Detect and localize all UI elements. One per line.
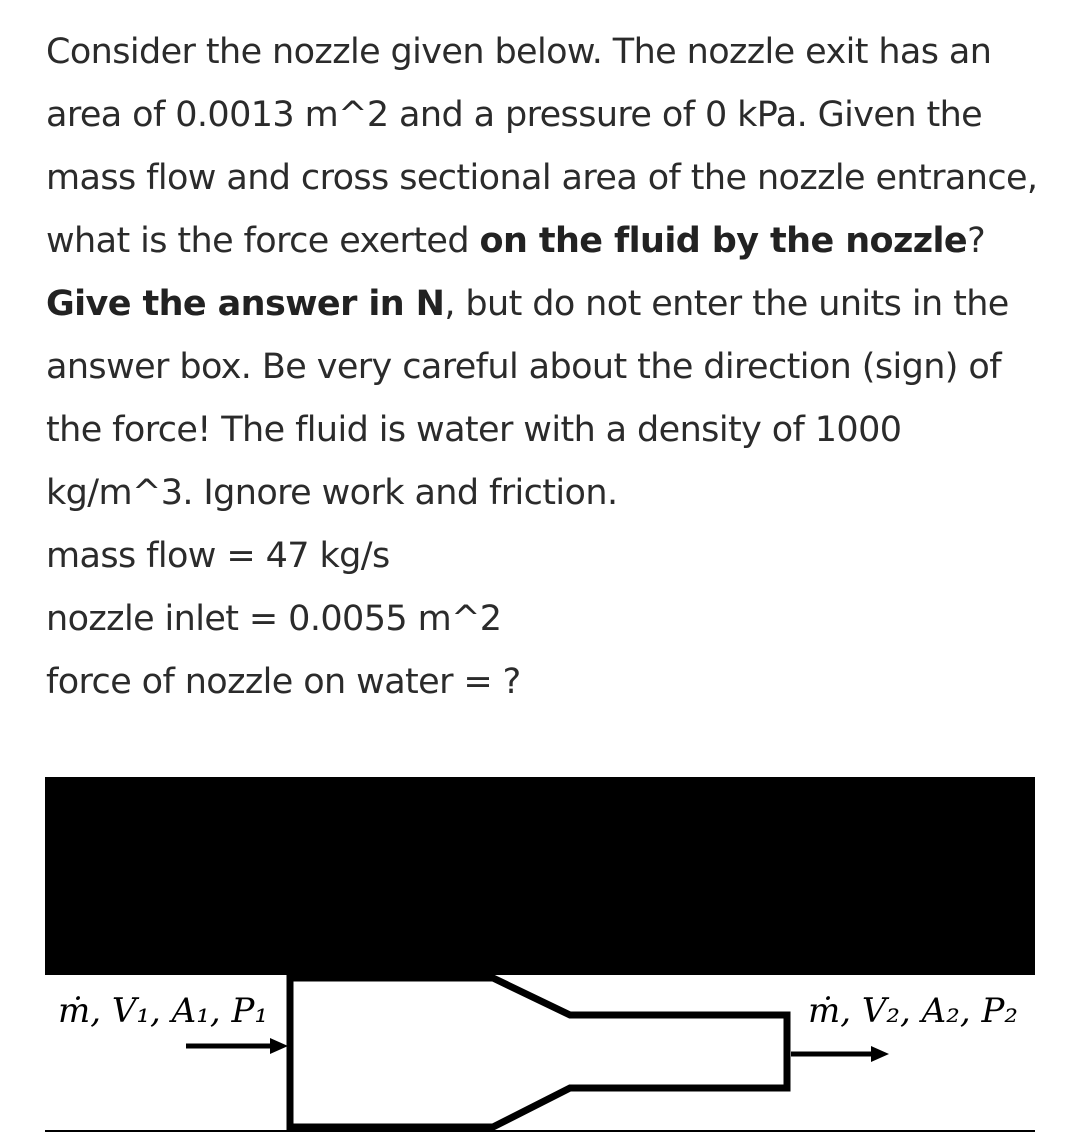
nozzle-diagram [0, 975, 1080, 1132]
nozzle-outline [290, 978, 787, 1127]
given-values [46, 525, 521, 714]
given-force: force of nozzle on water = ? [46, 662, 521, 702]
inlet-arrow-head [270, 1038, 288, 1054]
outlet-label: ṁ, V₂, A₂, P₂ [808, 991, 1018, 1031]
redacted-figure-area [45, 777, 1035, 975]
question-emphasis-fluid: on the fluid by the nozzle [479, 221, 968, 261]
question-intro: Consider the nozzle given below. The nozzle exit has an area of 0.0013 m^2 and a pressure of 0 kPa. Given the mass flow and cross sectional area of the nozzle entrance, what is the force exerted [46, 32, 1038, 261]
question-emphasis-units: Give the answer in N [46, 284, 445, 324]
question-mark: ? [967, 221, 986, 261]
outlet-arrow-head [871, 1046, 889, 1062]
question-text [46, 21, 1046, 525]
nozzle-diagram-svg [0, 975, 1080, 1132]
question-instructions: , but do not enter the units in the answer box. Be very careful about the direction (sign) of the force! The fluid is water with a density of 1000 kg/m^3. Ignore work and friction. [46, 284, 1009, 513]
given-nozzle-inlet: nozzle inlet = 0.0055 m^2 [46, 599, 502, 639]
given-mass-flow: mass flow = 47 kg/s [46, 536, 390, 576]
inlet-label: ṁ, V₁, A₁, P₁ [58, 991, 268, 1031]
